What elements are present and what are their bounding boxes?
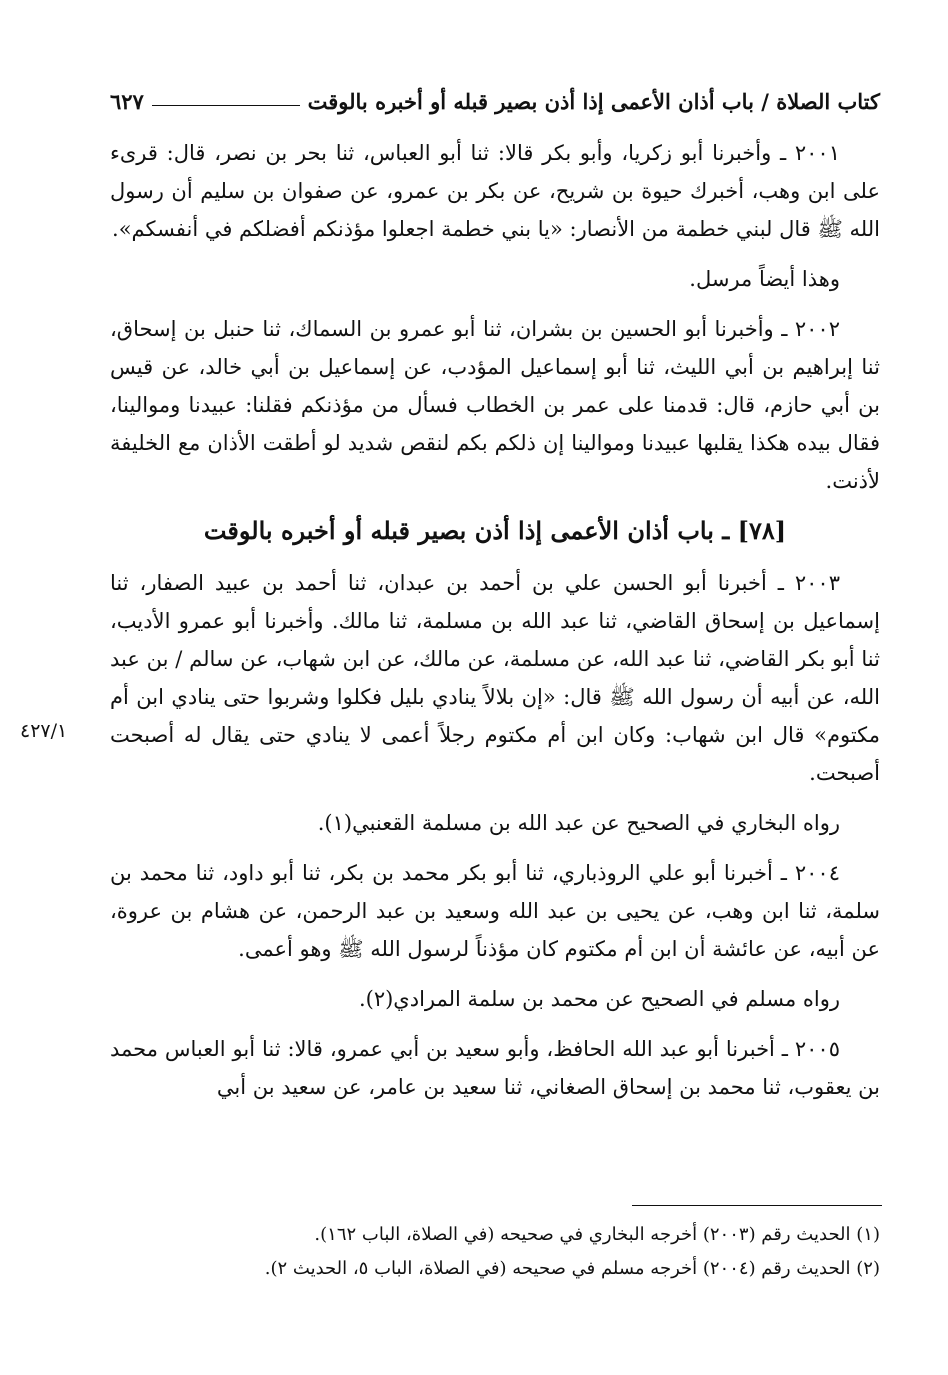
footnotes: [110, 1218, 880, 1286]
footnote-2: (٢) الحديث رقم (٢٠٠٤) أخرجه مسلم في صحيحه (في الصلاة، الباب ٥، الحديث ٢).: [264, 1258, 880, 1279]
source-muslim: رواه مسلم في الصحيح عن محمد بن سلمة المرادي(٢).: [358, 987, 840, 1011]
header-title: كتاب الصلاة / باب أذان الأعمى إذا أذن بصير قبله أو أخبره بالوقت: [307, 89, 880, 114]
section-title: [٧٨] ـ باب أذان الأعمى إذا أذن بصير قبله أو أخبره بالوقت: [203, 516, 787, 545]
header-rule: [152, 105, 300, 106]
footnote-1: (١) الحديث رقم (٢٠٠٣) أخرجه البخاري في صحيحه (في الصلاة، الباب ١٦٢).: [314, 1224, 880, 1245]
hadith-2001: ٢٠٠١ ـ وأخبرنا أبو زكريا، وأبو بكر قالا: ثنا أبو العباس، ثنا بحر بن نصر، قال: قرىء على ابن وهب، أخبرك حيوة بن شريح، عن بكر بن عمرو، عن صفوان بن سليم أن رسول الله ﷺ قال لبني خطمة من الأنصار: «يا بني خطمة اجعلوا مؤذنكم أفضلكم في أنفسكم».: [110, 141, 880, 241]
hadith-2004: ٢٠٠٤ ـ أخبرنا أبو علي الروذباري، ثنا أبو بكر محمد بن بكر، ثنا أبو داود، ثنا محمد بن سلمة، ثنا ابن وهب، عن يحيى بن عبد الله وسعيد بن عبد الرحمن، عن هشام بن عروة، عن أبيه، عن عائشة أن ابن أم مكتوم كان مؤذناً لرسول الله ﷺ وهو أعمى.: [110, 861, 880, 961]
hadith-2003: ٢٠٠٣ ـ أخبرنا أبو الحسن علي بن أحمد بن عبدان، ثنا أحمد بن عبيد الصفار، ثنا إسماعيل بن إسحاق القاضي، ثنا عبد الله بن مسلمة، ثنا مالك. وأخبرنا أبو عمرو الأديب، ثنا أبو بكر القاضي، ثنا عبد الله، عن مسلمة، عن مالك، عن ابن شهاب، عن سالم / بن عبد الله، عن أبيه أن رسول الله ﷺ قال: «إن بلالاً ينادي بليل فكلوا وشربوا حتى ينادي ابن أم مكتوم» قال ابن شهاب: وكان ابن أم مكتوم رجلاً أعمى لا ينادي حتى يقال له أصبحت أصبحت.: [110, 571, 880, 785]
comment-mursal: وهذا أيضاً مرسل.: [689, 267, 840, 291]
margin-reference: ٤٢٧/١: [20, 720, 68, 742]
hadith-2002: ٢٠٠٢ ـ وأخبرنا أبو الحسين بن بشران، ثنا أبو عمرو بن السماك، ثنا حنبل بن إسحاق، ثنا إبراهيم بن أبي الليث، ثنا أبو إسماعيل المؤدب، عن إسماعيل بن أبي خالد، عن قيس بن أبي حازم، قال: قدمنا على عمر بن الخطاب فسأل من مؤذنكم فقلنا: عبيدنا وموالينا، فقال بيده هكذا يقلبها عبيدنا وموالينا إن ذلكم بكم لنقص شديد لو أطقت الأذان مع الخليفة لأذنت.: [110, 317, 880, 493]
running-header: [110, 78, 880, 114]
footnote-divider: [632, 1205, 882, 1206]
hadith-2005: ٢٠٠٥ ـ أخبرنا أبو عبد الله الحافظ، وأبو سعيد بن أبي عمرو، قالا: ثنا أبو العباس محمد بن يعقوب، ثنا محمد بن إسحاق الصغاني، ثنا سعيد بن عامر، عن سعيد بن أبي: [110, 1037, 880, 1099]
page-number: ٦٢٧: [110, 89, 144, 114]
source-bukhari: رواه البخاري في الصحيح عن عبد الله بن مسلمة القعنبي(١).: [317, 811, 840, 835]
main-text: [110, 134, 880, 1118]
